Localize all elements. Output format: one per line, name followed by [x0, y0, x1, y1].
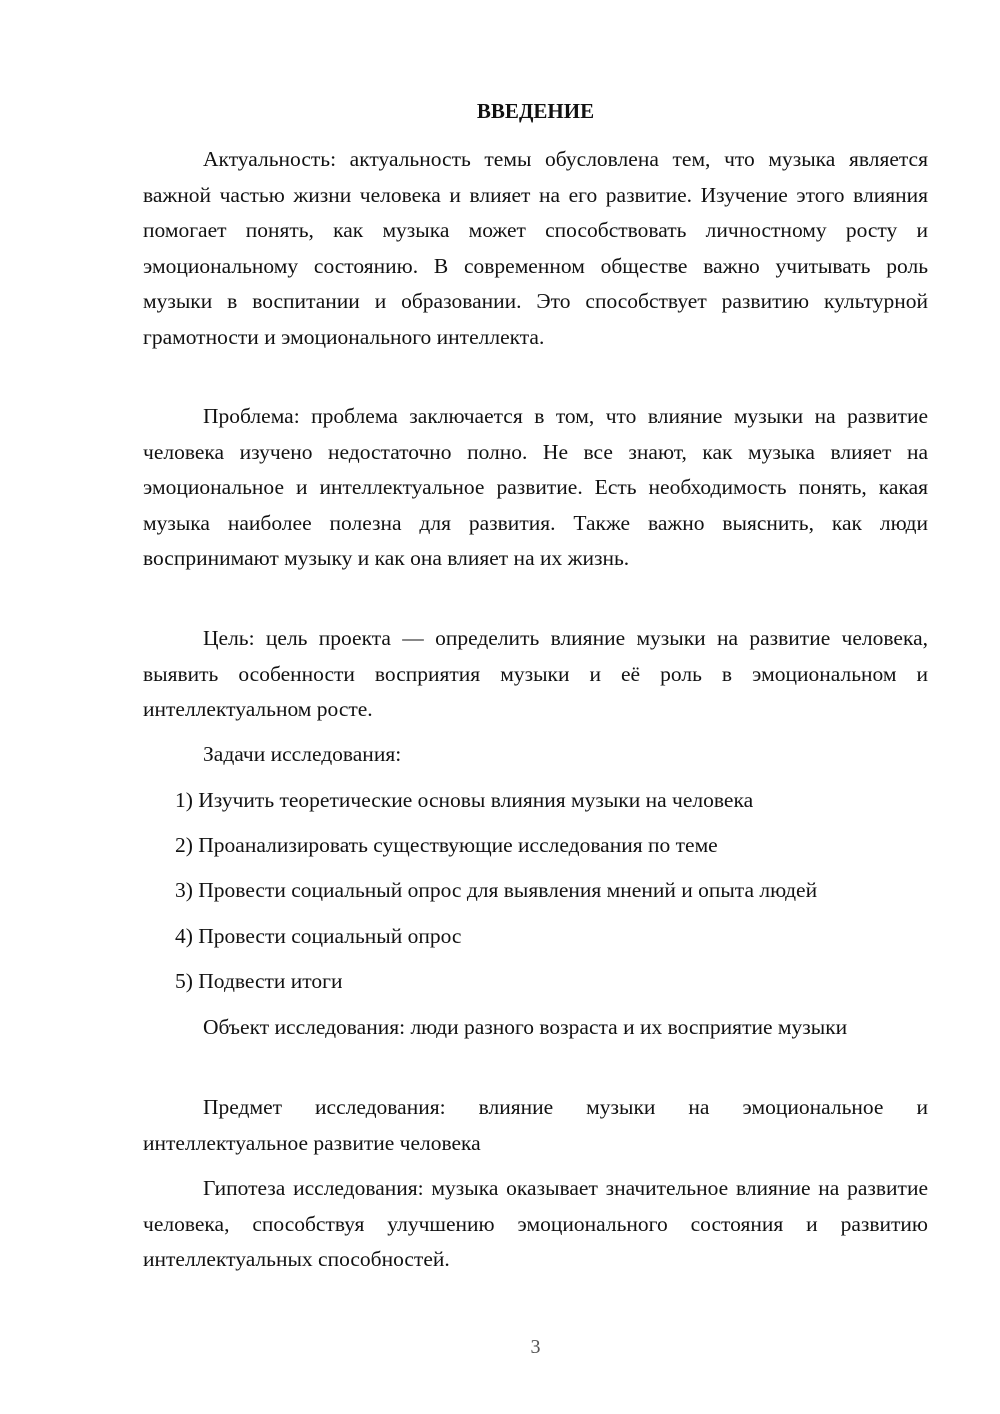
- page-number: 3: [530, 1336, 541, 1358]
- task-item-5: 5) Подвести итоги: [175, 969, 343, 993]
- subject-paragraph: Предмет исследования: влияние музыки на эмоциональное и интеллектуальное развитие человека: [143, 1095, 928, 1155]
- goal-paragraph: Цель: цель проекта — определить влияние музыки на развитие человека, выявить особенности восприятия музыки и её роль в эмоциональном и интеллектуальном росте.: [143, 626, 928, 721]
- object-paragraph: Объект исследования: люди разного возраста и их восприятие музыки: [203, 1015, 848, 1039]
- task-item-4: 4) Провести социальный опрос: [175, 924, 462, 948]
- task-item-2: 2) Проанализировать существующие исследования по теме: [175, 833, 718, 857]
- page-title: ВВЕДЕНИЕ: [476, 99, 595, 123]
- relevance-paragraph: Актуальность: актуальность темы обусловлена тем, что музыка является важной частью жизни человека и влияет на его развитие. Изучение этого влияния помогает понять, как музыка может способствовать личностному росту и эмоциональному состоянию. В современном обществе важно учитывать роль музыки в воспитании и образовании. Это способствует развитию культурной грамотности и эмоционального интеллекта.: [143, 147, 928, 349]
- hypothesis-paragraph: Гипотеза исследования: музыка оказывает значительное влияние на развитие человека, способствуя улучшению эмоционального состояния и развитию интеллектуальных способностей.: [143, 1176, 928, 1271]
- tasks-heading: Задачи исследования:: [203, 742, 402, 766]
- task-item-1: 1) Изучить теоретические основы влияния музыки на человека: [175, 788, 754, 812]
- task-item-3: 3) Провести социальный опрос для выявления мнений и опыта людей: [175, 878, 818, 902]
- problem-paragraph: Проблема: проблема заключается в том, что влияние музыки на развитие человека изучено недостаточно полно. Не все знают, как музыка влияет на эмоциональное и интеллектуальное развитие. Есть необходимость понять, какая музыка наиболее полезна для развития. Также важно выяснить, как люди воспринимают музыку и как она влияет на их жизнь.: [143, 404, 928, 570]
